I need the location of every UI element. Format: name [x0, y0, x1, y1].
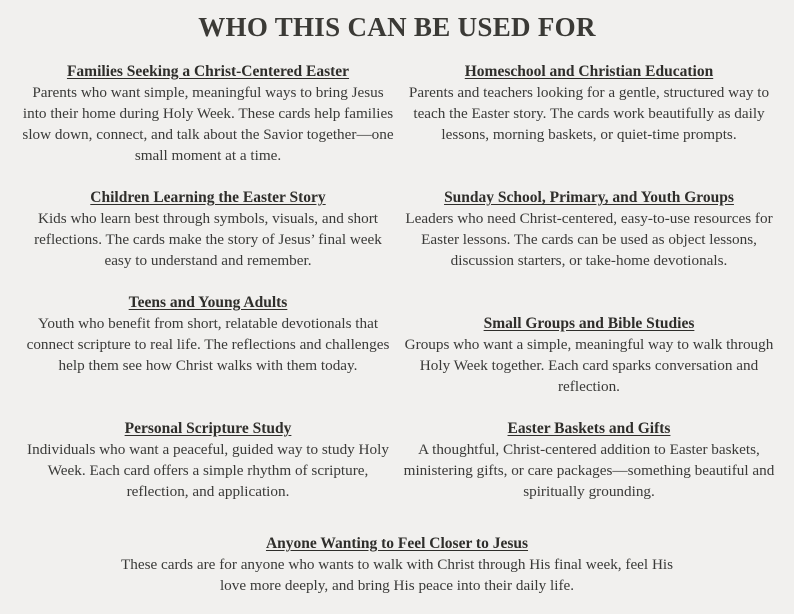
section-sunday-school: [400, 187, 778, 271]
section-body: These cards are for anyone who wants to walk with Christ through His final week, feel His love more deeply, and bring His peace into their daily life.: [120, 556, 674, 594]
section-body: Youth who benefit from short, relatable devotionals that connect scripture to real life. The reflections and challenges help them see how Christ walks with them today.: [26, 315, 390, 374]
section-body: Individuals who want a peaceful, guided way to study Holy Week. Each card offers a simple rhythm of scripture, reflection, and application.: [27, 441, 389, 500]
section-anyone: [120, 533, 674, 596]
section-heading: Anyone Wanting to Feel Closer to Jesus: [265, 535, 529, 552]
section-body: Parents who want simple, meaningful ways to bring Jesus into their home during Holy Week. These cards help families slow down, connect, and talk about the Savior together—one small moment at a time.: [22, 84, 394, 164]
section-heading: Easter Baskets and Gifts: [507, 420, 671, 437]
section-heading: Personal Scripture Study: [124, 420, 292, 437]
section-teens: [22, 292, 394, 376]
section-heading: Small Groups and Bible Studies: [483, 315, 695, 332]
section-heading: Teens and Young Adults: [128, 294, 288, 311]
section-easter-baskets: [400, 418, 778, 502]
section-heading: Homeschool and Christian Education: [464, 63, 714, 80]
section-small-groups: [400, 313, 778, 397]
section-homeschool: [400, 61, 778, 145]
section-heading: Children Learning the Easter Story: [90, 189, 326, 206]
section-body: A thoughtful, Christ-centered addition to Easter baskets, ministering gifts, or care packages—something beautiful and spiritually grounding.: [403, 441, 775, 500]
section-body: Groups who want a simple, meaningful way to walk through Holy Week together. Each card sparks conversation and reflection.: [404, 336, 774, 395]
section-families: [22, 61, 394, 166]
section-personal-study: [22, 418, 394, 502]
section-heading: Families Seeking a Christ-Centered Easter: [66, 63, 350, 80]
section-body: Kids who learn best through symbols, visuals, and short reflections. The cards make the story of Jesus’ final week easy to understand and remember.: [34, 210, 382, 269]
section-body: Parents and teachers looking for a gentle, structured way to teach the Easter story. The cards work beautifully as daily lessons, morning baskets, or quiet-time prompts.: [408, 84, 770, 143]
section-heading: Sunday School, Primary, and Youth Groups: [444, 189, 734, 206]
section-children: [22, 187, 394, 271]
section-body: Leaders who need Christ-centered, easy-to-use resources for Easter lessons. The cards can be used as object lessons, discussion starters, or take-home devotionals.: [405, 210, 773, 269]
page-title: WHO THIS CAN BE USED FOR: [198, 12, 596, 42]
